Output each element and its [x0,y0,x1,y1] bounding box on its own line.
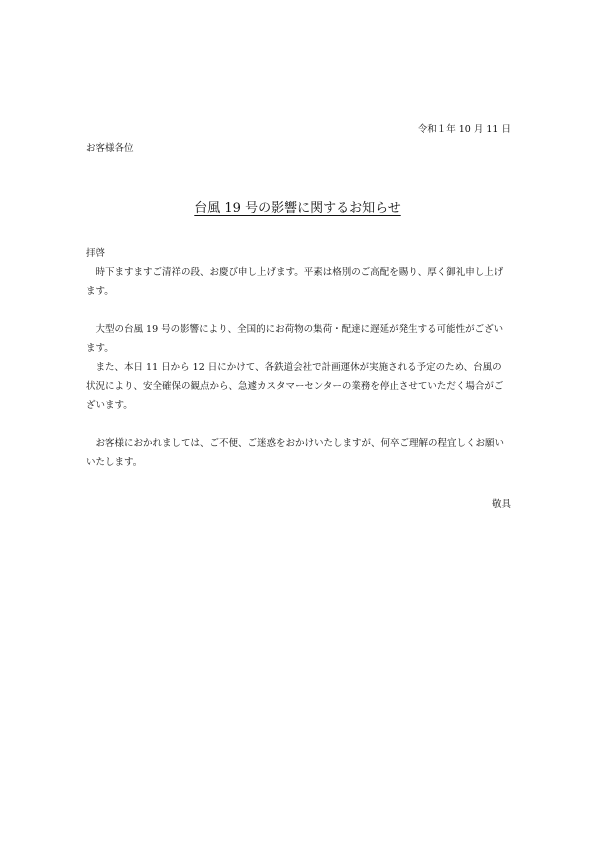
letter-date: 令和１年 10 月 11 日 [417,124,511,135]
notice-title: 台風 19 号の影響に関するお知らせ [194,201,401,216]
closing-word: 敬具 [491,499,511,510]
salutation: 拝啓 [86,248,106,259]
addressee: お客様各位 [86,143,134,154]
paragraph-apology: お客様におかれましては、ご不便、ご迷惑をおかけいたしますが、何卒ご理解の程宜しくお願いいたします。 [86,438,505,468]
paragraph-spacer [86,415,511,434]
letter-body [86,244,511,472]
paragraph-service-suspension: また、本日 11 日から 12 日にかけて、各鉄道会社で計画運休が実施される予定のため、台風の状況により、安全確保の観点から、急遽カスタマーセンターの業務を停止させていただく場合がございます。 [86,362,504,411]
paragraph-delay-notice: 大型の台風 19 号の影響により、全国的にお荷物の集荷・配達に遅延が発生する可能性がございます。 [86,324,504,354]
paragraph-spacer [86,301,511,320]
paragraph-greeting: 時下ますますご清祥の段、お慶び申し上げます。平素は格別のご高配を賜り、厚く御礼申し上げます。 [86,267,504,297]
